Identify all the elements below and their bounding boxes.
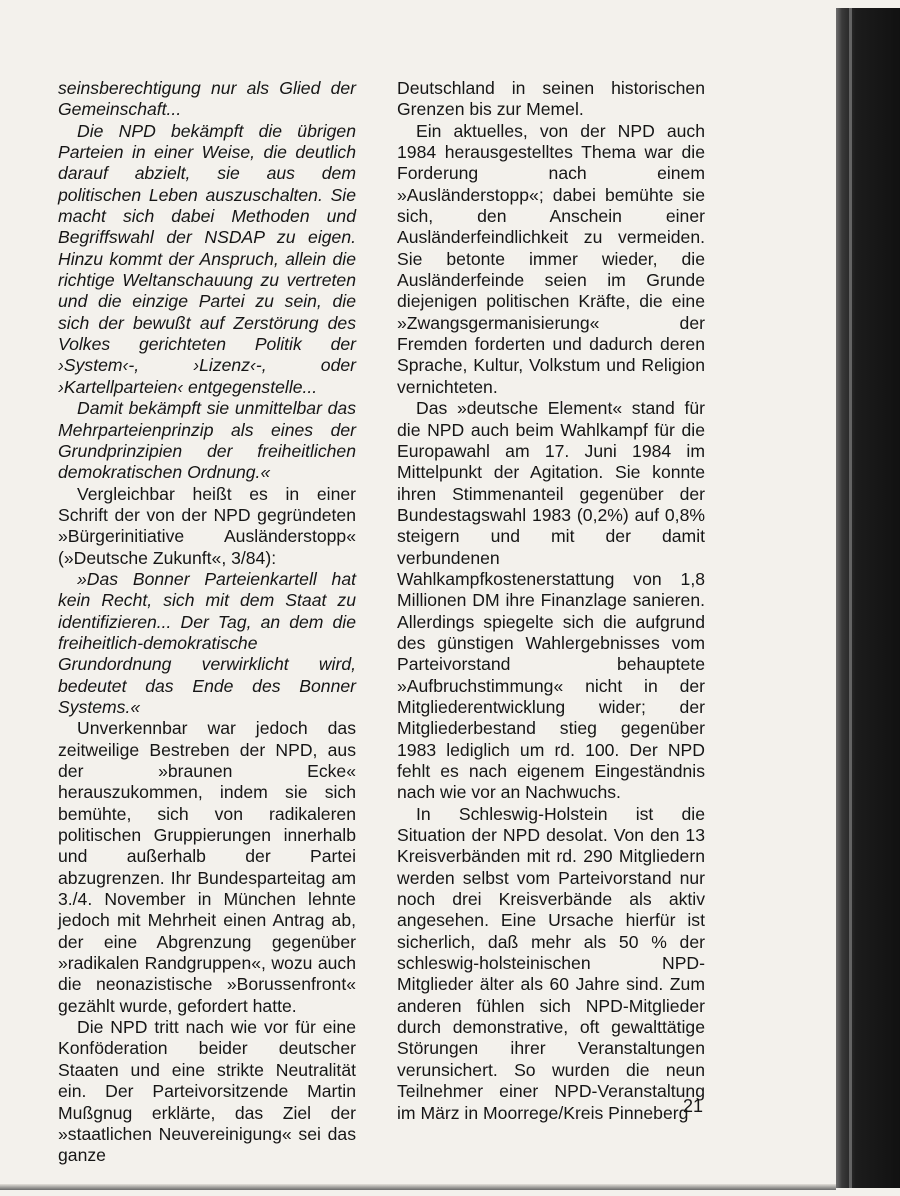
paragraph: Das »deutsche Element« stand für die NPD auch beim Wahlkampf für die Europawahl am 17. Juni 1984 im Mittelpunkt der Agitation. Sie konnte ihren Stimmenanteil gegenüber der Bundestagswahl 1983 (0,2%) auf 0,8% steigern und mit der damit verbundenen Wahlkampfkostenerstattung von 1,8 Millionen DM ihre Finanzlage sanieren. Allerdings spiegelte sich die aufgrund des günstigen Wahlergebnisses vom Parteivorstand behauptete »Aufbruchstimmung« nicht in der Mitgliederentwicklung wider; der Mitgliederbestand stieg gegenüber 1983 lediglich um rd. 100. Der NPD fehlt es nach eigenem Eingeständnis nach wie vor an Nachwuchs. bbox=[397, 398, 705, 803]
left-text-column bbox=[58, 78, 356, 1167]
paragraph: Die NPD bekämpft die übrigen Parteien in einer Weise, die deutlich darauf abzielt, sie aus dem politischen Leben auszuschalten. Sie macht sich dabei Methoden und Begriffswahl der NSDAP zu eigen. Hinzu kommt der Anspruch, allein die richtige Weltanschauung zu vertreten und die einzige Partei zu sein, die sich der bewußt auf Zerstörung des Volkes gerichteten Politik der ›System‹-, ›Lizenz‹-, oder ›Kartellparteien‹ entgegenstelle... bbox=[58, 120, 356, 397]
right-text-column bbox=[397, 78, 705, 1124]
quote-paragraph: »Das Bonner Parteienkartell hat kein Recht, sich mit dem Staat zu identifizieren... Der Tag, an dem die freiheitlich-demokratische Grundordnung verwirklicht wird, bedeutet das Ende des Bonner Systems.« bbox=[58, 568, 356, 717]
page-number: 21 bbox=[683, 1096, 704, 1116]
paragraph: In Schleswig-Holstein ist die Situation der NPD desolat. Von den 13 Kreisverbänden mit rd. 290 Mitgliedern werden selbst vom Parteivorstand nur noch drei Kreisverbände als aktiv angesehen. Eine Ursache hierfür ist sicherlich, daß mehr als 50 % der schleswig-holsteinischen NPD-Mitglieder älter als 60 Jahre sind. Zum anderen fühlen sich NPD-Mitglieder durch demonstrative, oft gewalttätige Störungen ihrer Veranstaltungen verunsichert. So wurden die neun Teilnehmer einer NPD-Veranstaltung im März in Moorrege/Kreis Pinneberg bbox=[397, 803, 705, 1123]
paragraph: Unverkennbar war jedoch das zeitweilige Bestreben der NPD, aus der »braunen Ecke« herauszukommen, indem sie sich bemühte, sich von radikaleren politischen Gruppierungen innerhalb und außerhalb der Partei abzugrenzen. Ihr Bundesparteitag am 3./4. November in München lehnte jedoch mit Mehrheit einen Antrag ab, der eine Abgrenzung gegenüber »radikalen Randgruppen«, wozu auch die neonazistische »Borussenfront« gezählt wurde, gefordert hatte. bbox=[58, 718, 356, 1016]
paragraph: Ein aktuelles, von der NPD auch 1984 herausgestelltes Thema war die Forderung nach einem »Ausländerstopp«; dabei bemühte sie sich, den Anschein einer Ausländerfeindlichkeit zu vermeiden. Sie betonte immer wieder, die Ausländerfeinde seien im Grunde diejenigen politischen Kräfte, die eine »Zwangsgermanisierung« der Fremden forderten und dadurch deren Sprache, Kultur, Volkstum und Religion vernichteten. bbox=[397, 120, 705, 397]
binding-stripe bbox=[849, 8, 852, 1188]
paragraph: Vergleichbar heißt es in einer Schrift der von der NPD gegründeten »Bürgerinitiative Ausländerstopp« (»Deutsche Zukunft«, 3/84): bbox=[58, 483, 356, 568]
paragraph: Damit bekämpft sie unmittelbar das Mehrparteienprinzip als eines der Grundprinzipien der freiheitlichen demokratischen Ordnung.« bbox=[58, 398, 356, 483]
book-binding-edge bbox=[836, 8, 900, 1188]
paragraph: Die NPD tritt nach wie vor für eine Konföderation beider deutscher Staaten und eine strikte Neutralität ein. Der Parteivorsitzende Martin Mußgnug erklärte, das Ziel der »staatlichen Neuvereinigung« sei das ganze bbox=[58, 1017, 356, 1166]
page-bottom-edge bbox=[0, 1184, 836, 1190]
paragraph: Deutschland in seinen historischen Grenzen bis zur Memel. bbox=[397, 78, 705, 120]
paragraph: seinsberechtigung nur als Glied der Gemeinschaft... bbox=[58, 78, 356, 120]
